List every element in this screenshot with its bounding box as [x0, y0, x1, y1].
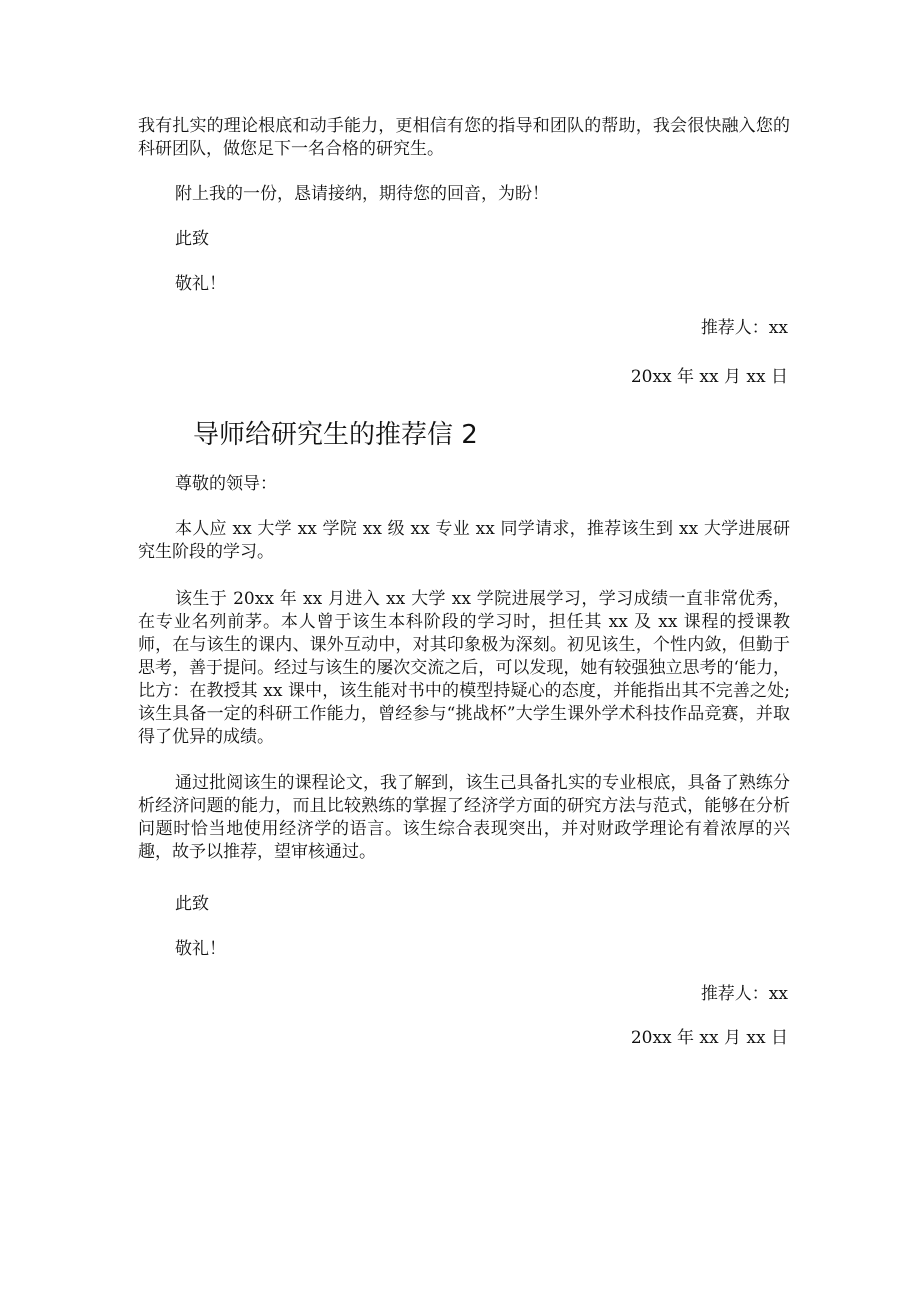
date-line-2: 20xx 年 xx 月 xx 日: [630, 1028, 788, 1048]
attachment-paragraph: 附上我的一份，恳请接纳，期待您的回音，为盼！: [175, 184, 549, 204]
closing-line-3: 此致: [175, 894, 209, 914]
signer-line-2: 推荐人：xx: [700, 984, 788, 1004]
date-line: 20xx 年 xx 月 xx 日: [630, 367, 788, 387]
intro-paragraph: 我有扎实的理论根底和动手能力，更相信有您的指导和团队的帮助，我会很快融入您的科研团队，做您足下一名合格的研究生。: [138, 116, 790, 159]
body-paragraph-1: 本人应 xx 大学 xx 学院 xx 级 xx 专业 xx 同学请求，推荐该生到 xx 大学进展研究生阶段的学习。: [138, 519, 790, 562]
closing-line-2: 敬礼！: [175, 274, 226, 294]
closing-line-4: 敬礼！: [175, 939, 226, 959]
closing-line-1: 此致: [175, 229, 209, 249]
salutation: 尊敬的领导：: [175, 474, 277, 494]
body-paragraph-3: 通过批阅该生的课程论文，我了解到，该生己具备扎实的专业根底，具备了熟练分析经济问题的能力，而且比较熟练的掌握了经济学方面的研究方法与范式，能够在分析问题时恰当地使用经济学的语言。该生综合表现突出，并对财政学理论有着浓厚的兴趣，故予以推荐，望审核通过。: [138, 773, 790, 862]
letter-title: 导师给研究生的推荐信 2: [193, 420, 478, 450]
body-paragraph-2: 该生于 20xx 年 xx 月进入 xx 大学 xx 学院进展学习，学习成绩一直非常优秀，在专业名列前茅。本人曾于该生本科阶段的学习时，担任其 xx 及 xx 课程的授课教师，在与该生的课内、课外互动中，对其印象极为深刻。初见该生，个性内敛，但勤于思考，善于提问。经过与该生的屡次交流之后，可以发现，她有较强独立思考的‘能力，比方：在教授其 xx 课中，该生能对书中的模型持疑心的态度，并能指出其不完善之处;该生具备一定的科研工作能力，曾经参与“挑战杯”大学生课外学术科技作品竞赛，并取得了优异的成绩。: [138, 589, 790, 747]
signer-line: 推荐人：xx: [700, 318, 788, 338]
